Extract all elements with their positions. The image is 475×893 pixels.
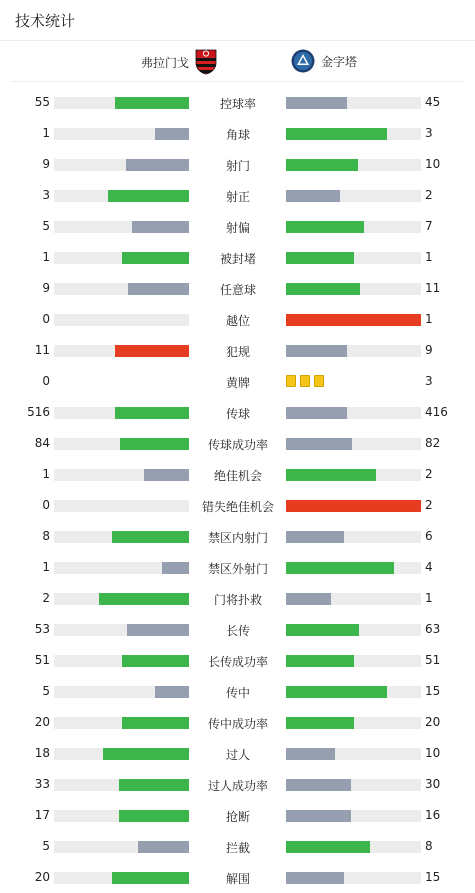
home-bar — [54, 624, 189, 636]
stat-label: 门将扑救 — [213, 593, 262, 607]
home-team[interactable] — [141, 49, 217, 75]
stat-row — [0, 459, 475, 490]
away-bar-fill — [286, 407, 347, 419]
home-value: 18 — [34, 746, 50, 760]
stat-label: 传中成功率 — [207, 717, 268, 731]
home-bar — [54, 717, 189, 729]
away-value: 3 — [425, 374, 433, 388]
away-bar — [286, 128, 421, 140]
away-yellow-cards — [286, 375, 324, 387]
home-value: 33 — [34, 777, 50, 791]
section-header — [0, 0, 475, 41]
home-bar — [54, 562, 189, 574]
away-bar-fill — [286, 252, 354, 264]
away-bar-fill — [286, 810, 351, 822]
stat-label: 黄牌 — [225, 376, 250, 390]
home-bar — [54, 810, 189, 822]
home-team-logo-icon — [195, 49, 217, 75]
stat-row — [0, 862, 475, 893]
home-value: 0 — [42, 312, 50, 326]
away-value: 4 — [425, 560, 433, 574]
stat-label: 解围 — [225, 872, 250, 886]
home-value: 9 — [42, 281, 50, 295]
home-bar-fill — [162, 562, 189, 574]
stat-row — [0, 397, 475, 428]
home-value: 0 — [42, 374, 50, 388]
stat-row — [0, 118, 475, 149]
yellow-card-icon — [314, 375, 324, 387]
away-value: 2 — [425, 498, 433, 512]
home-bar — [54, 97, 189, 109]
away-bar — [286, 748, 421, 760]
stat-label: 射正 — [225, 190, 250, 204]
home-value: 20 — [34, 715, 50, 729]
stat-row — [0, 490, 475, 521]
away-value: 15 — [425, 684, 441, 698]
away-bar-fill — [286, 221, 364, 233]
away-team-logo-icon — [291, 49, 315, 73]
home-bar — [54, 841, 189, 853]
away-bar-fill — [286, 438, 352, 450]
stat-label: 抢断 — [225, 810, 250, 824]
away-bar — [286, 283, 421, 295]
home-value: 84 — [34, 436, 50, 450]
home-bar-fill — [122, 717, 190, 729]
away-bar — [286, 159, 421, 171]
away-value: 45 — [425, 95, 441, 109]
stat-label: 长传成功率 — [207, 655, 268, 669]
away-bar — [286, 655, 421, 667]
home-bar-fill — [126, 159, 189, 171]
home-bar — [54, 221, 189, 233]
home-value: 9 — [42, 157, 50, 171]
stat-row — [0, 428, 475, 459]
stat-row — [0, 242, 475, 273]
away-bar-fill — [286, 686, 387, 698]
away-bar — [286, 252, 421, 264]
away-value: 1 — [425, 591, 433, 605]
home-bar — [54, 469, 189, 481]
stat-label: 被封堵 — [219, 252, 256, 266]
home-bar — [54, 531, 189, 543]
away-bar-fill — [286, 593, 331, 605]
away-value: 15 — [425, 870, 441, 884]
away-bar — [286, 500, 421, 512]
home-value: 2 — [42, 591, 50, 605]
away-bar-fill — [286, 314, 421, 326]
away-bar — [286, 97, 421, 109]
stat-label: 射偏 — [225, 221, 250, 235]
home-bar — [54, 345, 189, 357]
home-bar — [54, 748, 189, 760]
home-bar-fill — [127, 624, 189, 636]
home-bar — [54, 252, 189, 264]
home-bar-fill — [115, 97, 189, 109]
stat-row — [0, 552, 475, 583]
home-value: 3 — [42, 188, 50, 202]
away-value: 20 — [425, 715, 441, 729]
stat-label: 禁区外射门 — [207, 562, 268, 576]
stat-label: 禁区内射门 — [207, 531, 268, 545]
away-bar — [286, 531, 421, 543]
home-value: 53 — [34, 622, 50, 636]
away-bar-fill — [286, 872, 344, 884]
home-bar — [54, 283, 189, 295]
away-bar-fill — [286, 190, 340, 202]
away-bar — [286, 810, 421, 822]
away-team-name: 金字塔 — [321, 54, 358, 69]
home-team-name: 弗拉门戈 — [140, 55, 189, 70]
away-value: 16 — [425, 808, 441, 822]
section-title: 技术统计 — [15, 11, 76, 30]
home-value: 8 — [42, 529, 50, 543]
home-value: 516 — [27, 405, 50, 419]
away-value: 10 — [425, 746, 441, 760]
stat-label: 过人成功率 — [207, 779, 268, 793]
away-bar — [286, 717, 421, 729]
stat-row — [0, 738, 475, 769]
away-bar-fill — [286, 469, 376, 481]
home-bar-fill — [122, 655, 190, 667]
away-bar — [286, 314, 421, 326]
home-bar — [54, 314, 189, 326]
away-value: 3 — [425, 126, 433, 140]
away-value: 8 — [425, 839, 433, 853]
home-value: 20 — [34, 870, 50, 884]
home-bar-fill — [128, 283, 189, 295]
home-value: 1 — [42, 250, 50, 264]
stat-row — [0, 335, 475, 366]
stat-row — [0, 800, 475, 831]
home-value: 51 — [34, 653, 50, 667]
away-value: 1 — [425, 312, 433, 326]
away-bar-fill — [286, 624, 359, 636]
yellow-card-icon — [300, 375, 310, 387]
away-bar-fill — [286, 717, 354, 729]
stat-label: 传中 — [225, 686, 250, 700]
home-value: 0 — [42, 498, 50, 512]
away-bar-fill — [286, 562, 394, 574]
away-bar-fill — [286, 500, 421, 512]
stat-label: 射门 — [225, 159, 250, 173]
home-bar-fill — [119, 779, 189, 791]
stat-label: 绝佳机会 — [213, 469, 262, 483]
home-bar — [54, 407, 189, 419]
home-bar-fill — [115, 407, 189, 419]
team-header — [10, 41, 465, 82]
yellow-card-icon — [286, 375, 296, 387]
stat-row — [0, 273, 475, 304]
stat-label: 拦截 — [225, 841, 250, 855]
stat-row — [0, 180, 475, 211]
home-bar — [54, 779, 189, 791]
home-bar — [54, 593, 189, 605]
home-bar-fill — [122, 252, 190, 264]
away-bar-fill — [286, 159, 358, 171]
away-bar-fill — [286, 748, 335, 760]
stat-row — [0, 366, 475, 397]
away-bar — [286, 345, 421, 357]
stat-row — [0, 614, 475, 645]
stat-row — [0, 676, 475, 707]
stat-label: 越位 — [225, 314, 250, 328]
away-bar-fill — [286, 841, 370, 853]
away-bar-fill — [286, 97, 347, 109]
home-bar — [54, 128, 189, 140]
home-bar — [54, 686, 189, 698]
away-bar-fill — [286, 655, 354, 667]
stat-label: 传球 — [225, 407, 250, 421]
away-value: 10 — [425, 157, 441, 171]
away-bar — [286, 469, 421, 481]
stat-label: 传球成功率 — [207, 438, 268, 452]
away-bar-fill — [286, 283, 360, 295]
home-value: 5 — [42, 219, 50, 233]
stat-row — [0, 831, 475, 862]
home-bar-fill — [112, 531, 189, 543]
home-value: 5 — [42, 684, 50, 698]
home-bar-fill — [108, 190, 189, 202]
stats-list — [0, 87, 475, 893]
away-value: 51 — [425, 653, 441, 667]
away-bar — [286, 438, 421, 450]
away-bar — [286, 686, 421, 698]
home-bar — [54, 500, 189, 512]
home-bar-fill — [119, 810, 189, 822]
stat-label: 长传 — [225, 624, 250, 638]
away-value: 7 — [425, 219, 433, 233]
away-team[interactable] — [291, 49, 357, 73]
stat-label: 角球 — [225, 128, 250, 142]
home-bar-fill — [132, 221, 189, 233]
away-bar — [286, 624, 421, 636]
home-bar — [54, 190, 189, 202]
home-bar — [54, 872, 189, 884]
away-value: 82 — [425, 436, 441, 450]
away-value: 30 — [425, 777, 441, 791]
away-value: 11 — [425, 281, 441, 295]
home-bar — [54, 438, 189, 450]
home-value: 1 — [42, 560, 50, 574]
stat-row — [0, 87, 475, 118]
away-value: 1 — [425, 250, 433, 264]
home-bar — [54, 159, 189, 171]
stat-row — [0, 304, 475, 335]
stat-label: 犯规 — [225, 345, 250, 359]
home-value: 5 — [42, 839, 50, 853]
away-bar — [286, 562, 421, 574]
home-value: 1 — [42, 467, 50, 481]
home-bar-fill — [99, 593, 189, 605]
home-bar-fill — [120, 438, 189, 450]
away-bar-fill — [286, 779, 351, 791]
away-bar — [286, 872, 421, 884]
home-value: 11 — [34, 343, 50, 357]
away-bar-fill — [286, 128, 387, 140]
stat-row — [0, 645, 475, 676]
stat-row — [0, 211, 475, 242]
home-bar-fill — [115, 345, 189, 357]
stat-row — [0, 149, 475, 180]
away-bar — [286, 221, 421, 233]
away-bar — [286, 593, 421, 605]
away-value: 416 — [425, 405, 448, 419]
away-bar — [286, 779, 421, 791]
home-bar-fill — [155, 686, 189, 698]
stat-row — [0, 583, 475, 614]
home-bar — [54, 655, 189, 667]
away-bar — [286, 841, 421, 853]
stat-row — [0, 707, 475, 738]
away-value: 2 — [425, 188, 433, 202]
home-bar-fill — [155, 128, 189, 140]
home-value: 1 — [42, 126, 50, 140]
away-bar — [286, 407, 421, 419]
away-bar — [286, 190, 421, 202]
stat-row — [0, 769, 475, 800]
home-bar-fill — [144, 469, 189, 481]
away-bar-fill — [286, 531, 344, 543]
away-bar-fill — [286, 345, 347, 357]
home-bar-fill — [138, 841, 189, 853]
home-value: 17 — [34, 808, 50, 822]
stat-label: 任意球 — [219, 283, 256, 297]
stat-label: 错失绝佳机会 — [201, 500, 274, 514]
away-value: 2 — [425, 467, 433, 481]
home-bar-fill — [103, 748, 189, 760]
stat-label: 控球率 — [219, 97, 256, 111]
home-bar-fill — [112, 872, 189, 884]
home-value: 55 — [34, 95, 50, 109]
away-value: 6 — [425, 529, 433, 543]
away-value: 9 — [425, 343, 433, 357]
stat-row — [0, 521, 475, 552]
stat-label: 过人 — [225, 748, 250, 762]
away-value: 63 — [425, 622, 441, 636]
